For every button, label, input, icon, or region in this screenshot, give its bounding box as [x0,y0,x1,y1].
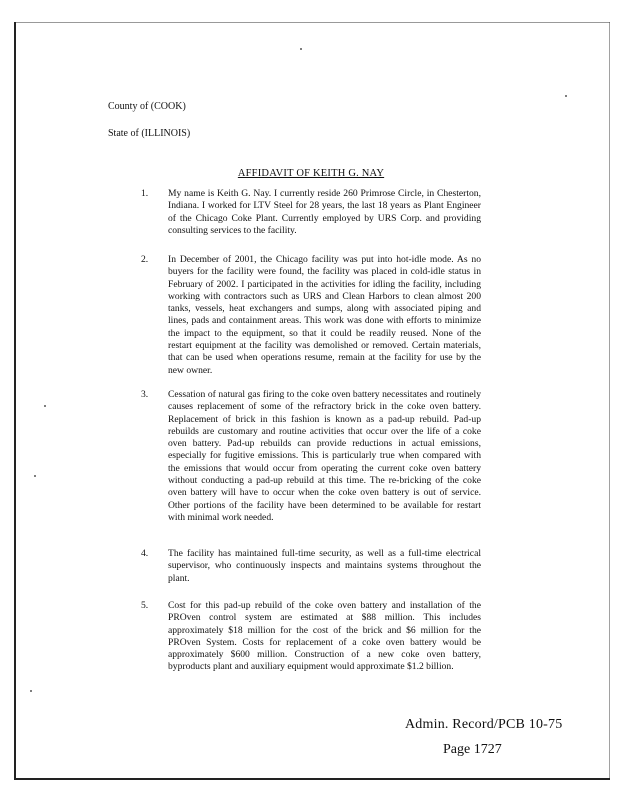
scan-speck [300,48,302,50]
scan-border-right [609,22,610,780]
state-line: State of (ILLINOIS) [108,128,191,139]
paragraph-text: Cost for this pad-up rebuild of the coke oven battery and installation of the PROven control system are estimated at $88 million. This includes approximately $18 million for the cost of the brick and $6 million for the PROven System. Costs for replacement of a coke oven battery would be approximately $600 million. Construction of a new coke oven battery, byproducts plant and auxiliary equipment would approximate $1.2 billion. [168,600,481,673]
scan-border-left [14,22,16,780]
scan-speck [34,475,36,477]
paragraph-1 [141,188,481,237]
scan-speck [44,405,46,407]
scan-border-top [14,22,610,23]
scan-speck [565,95,567,97]
paragraph-text: In December of 2001, the Chicago facility was put into hot-idle mode. As no buyers for the facility were found, the facility was placed in cold-idle status in February of 2002. I participated in the activities for idling the facility, including working with contractors such as URS and Clean Harbors to clean almost 200 tanks, vessels, heat exchangers and sumps, along with associated piping and lines, pads and containment areas. This work was done with efforts to minimize the impact to the equipment, so that it could be readily reused. None of the restart equipment at the facility was demolished or removed. Certain materials, that can be used when operations resume, remain at the facility for use by the new owner. [168,254,481,376]
scan-border-bottom [14,778,610,780]
affidavit-title: AFFIDAVIT OF KEITH G. NAY [237,168,385,179]
paragraph-5 [141,600,481,674]
paragraph-2 [141,254,481,377]
page-number-stamp: Page 1727 [443,742,502,757]
paragraph-number: 3. [141,389,149,400]
paragraph-3 [141,389,481,524]
admin-record-stamp: Admin. Record/PCB 10-75 [405,717,563,732]
scan-speck [30,690,32,692]
paragraph-4 [141,548,481,585]
paragraph-number: 4. [141,548,149,559]
county-line: County of (COOK) [108,101,186,112]
paragraph-number: 2. [141,254,149,265]
paragraph-text: Cessation of natural gas firing to the coke oven battery necessitates and routinely causes replacement of some of the refractory brick in the coke oven battery. Replacement of brick in this fashion is known as a pad-up rebuild. Pad-up rebuilds are customary and routine activities that occur over the life of a coke oven battery. Pad-up rebuilds can provide reductions in actual emissions, especially for fugitive emissions. This is particularly true when compared with the emissions that would occur from operating the current coke oven battery without conducting a pad-up rebuild at this time. The re-bricking of the coke oven battery will have to occur when the coke oven battery is out of service. Other portions of the facility have been determined to be available for restart with minimal work needed. [168,389,481,523]
paragraph-number: 5. [141,600,149,611]
paragraph-number: 1. [141,188,149,199]
paragraph-text: My name is Keith G. Nay. I currently reside 260 Primrose Circle, in Chesterton, Indiana. I worked for LTV Steel for 28 years, the last 18 years as Plant Engineer of the Chicago Coke Plant. Currently employed by URS Corp. and providing consulting services to the facility. [168,188,481,236]
paragraph-text: The facility has maintained full-time security, as well as a full-time electrical supervisor, who continuously inspects and maintains systems throughout the plant. [168,548,481,584]
